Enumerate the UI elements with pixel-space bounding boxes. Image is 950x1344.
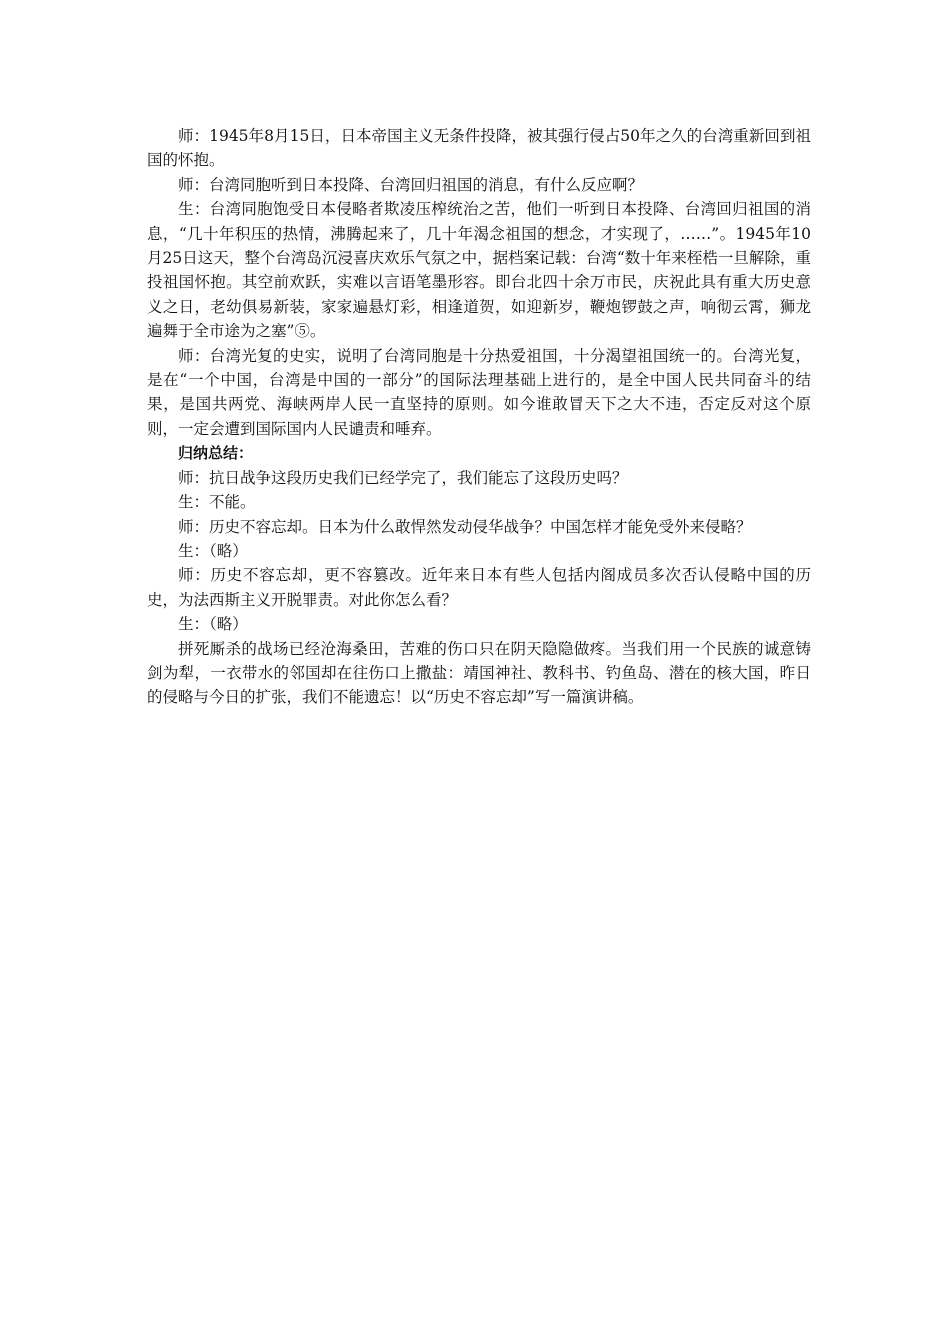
summary-paragraph: 生：（略） <box>178 541 248 560</box>
paragraph: 师：1945年8月15日，日本帝国主义无条件投降，被其强行侵占50年之久的台湾重新回到祖国的怀抱。 <box>147 127 811 170</box>
summary-paragraph: 师：历史不容忘却，更不容篡改。近年来日本有些人包括内阁成员多次否认侵略中国的历史，为法西斯主义开脱罪责。对此你怎么看？ <box>147 566 811 609</box>
summary-paragraph: 拼死厮杀的战场已经沧海桑田，苦难的伤口只在阴天隐隐做疼。当我们用一个民族的诚意铸剑为犁，一衣带水的邻国却在往伤口上撒盐：靖国神社、教科书、钓鱼岛、潜在的核大国，昨日的侵略与今日的扩张，我们不能遗忘！以“历史不容忘却”写一篇演讲稿。 <box>147 639 811 707</box>
summary-paragraph: 生：不能。 <box>178 493 256 512</box>
document-body <box>147 124 811 710</box>
summary-paragraph: 师：抗日战争这段历史我们已经学完了，我们能忘了这段历史吗？ <box>178 468 628 487</box>
summary-paragraph: 师：历史不容忘却。日本为什么敢悍然发动侵华战争？中国怎样才能免受外来侵略？ <box>178 517 752 536</box>
summary-paragraph: 生：（略） <box>178 615 248 634</box>
summary-heading: 归纳总结： <box>178 444 254 463</box>
paragraph: 生：台湾同胞饱受日本侵略者欺凌压榨统治之苦，他们一听到日本投降、台湾回归祖国的消息，“几十年积压的热情，沸腾起来了，几十年渴念祖国的想念，才实现了，……”。1945年10月25日这天，整个台湾岛沉浸喜庆欢乐气氛之中，据档案记载：台湾“数十年来桎梏一旦解除，重投祖国怀抱。其空前欢跃，实难以言语笔墨形容。即台北四十余万市民，庆祝此具有重大历史意义之日，老幼俱易新装，家家遍悬灯彩，相逢道贺，如迎新岁，鞭炮锣鼓之声，响彻云霄，狮龙遍舞于全市途为之塞”⑤。 <box>147 200 811 341</box>
paragraph: 师：台湾光复的史实，说明了台湾同胞是十分热爱祖国，十分渴望祖国统一的。台湾光复，是在“一个中国，台湾是中国的一部分”的国际法理基础上进行的，是全中国人民共同奋斗的结果，是国共两党、海峡两岸人民一直坚持的原则。如今谁敢冒天下之大不违，否定反对这个原则，一定会遭到国际国内人民谴责和唾弃。 <box>147 346 811 438</box>
paragraph: 师：台湾同胞听到日本投降、台湾回归祖国的消息，有什么反应啊？ <box>178 175 644 194</box>
